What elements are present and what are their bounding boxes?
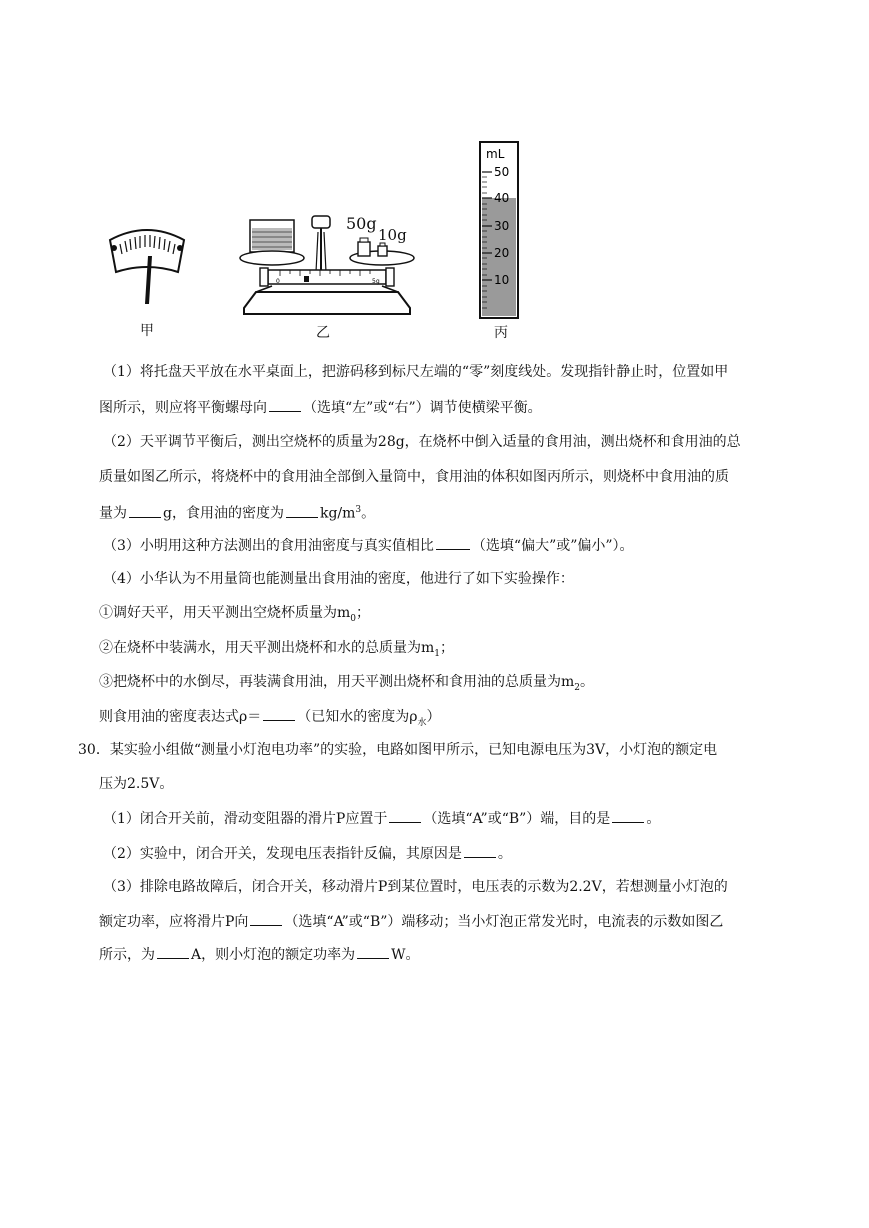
answer-blank[interactable] <box>250 911 282 926</box>
figure-bing-cylinder <box>474 138 524 322</box>
figure-jia-caption: 甲 <box>140 323 154 339</box>
q29-part3: （3）小明用这种方法测出的食用油密度与真实值相比 （选填“偏大”或”偏小”）。 <box>103 535 869 556</box>
answer-blank[interactable] <box>269 397 301 412</box>
q29-part2-line3: 量为 g，食用油的密度为 $kg/m^3$。 <box>99 500 869 524</box>
answer-blank[interactable] <box>464 843 496 858</box>
q30-part3-line2: 额定功率，应将滑片P向 （选填“A”或“B”）端移动；当小灯泡正常发光时，电流表的示数如图乙 <box>99 911 869 932</box>
q30-stem-line2: 压为2.5V。 <box>99 776 174 792</box>
q30-part3-line3: 所示，为 A，则小灯泡的额定功率为 W。 <box>99 944 869 965</box>
q29-part4: （4）小华认为不用量筒也能测量出食用油的密度，他进行了如下实验操作： <box>103 571 574 587</box>
answer-blank[interactable] <box>389 808 421 823</box>
scale-start-label: 0 <box>276 278 280 285</box>
answer-blank[interactable] <box>129 503 161 518</box>
weight-10g-label: 10g <box>378 226 407 244</box>
q30-part2: （2）实验中，闭合开关，发现电压表指针反偏，其原因是 。 <box>103 843 869 864</box>
q29-step1: ①调好天平，用天平测出空烧杯质量为$m_0$； <box>99 605 371 624</box>
tick-label: 40 <box>494 191 510 205</box>
figure-jia-dial <box>102 222 192 312</box>
answer-blank[interactable] <box>612 808 644 823</box>
tick-label: 50 <box>494 165 510 179</box>
answer-blank[interactable] <box>263 706 295 721</box>
tick-label: 30 <box>494 219 510 233</box>
answer-blank[interactable] <box>436 535 470 550</box>
q30-part3-line1: （3）排除电路故障后，闭合开关，移动滑片P到某位置时，电压表的示数为2.2V，若想测量小灯泡的 <box>103 879 728 895</box>
tick-label: 10 <box>494 273 510 287</box>
cylinder-unit-label: mL <box>486 147 505 161</box>
q29-part2-line2: 质量如图乙所示，将烧杯中的食用油全部倒入量筒中，食用油的体积如图丙所示，则烧杯中食用油的质 <box>99 469 729 485</box>
answer-blank[interactable] <box>357 944 389 959</box>
weight-50g-label: 50g <box>346 214 377 233</box>
answer-blank[interactable] <box>157 944 189 959</box>
q29-density-expression: 则食用油的密度表达式ρ＝ （已知水的密度为$\rho_水$） <box>99 706 869 733</box>
tick-label: 20 <box>494 246 510 260</box>
scale-end-label: 5g <box>372 278 380 285</box>
q30-stem-line1: 30．某实验小组做“测量小灯泡电功率”的实验，电路如图甲所示，已知电源电压为3V，小灯泡的额定电 <box>78 742 718 758</box>
q29-part1-line1: （1）将托盘天平放在水平桌面上，把游码移到标尺左端的“零”刻度线处。发现指针静止时，位置如甲 <box>103 364 729 380</box>
q30-part1: （1）闭合开关前，滑动变阻器的滑片P应置于 （选填“A”或“B”）端，目的是 。 <box>103 808 869 829</box>
q29-part1-line2: 图所示，则应将平衡螺母向 （选填“左”或“右”）调节使横梁平衡。 <box>99 397 869 418</box>
q29-step3: ③把烧杯中的水倒尽，再装满食用油，用天平测出烧杯和食用油的总质量为$m_2$。 <box>99 674 595 693</box>
q29-part2-line1: （2）天平调节平衡后，测出空烧杯的质量为28g，在烧杯中倒入适量的食用油，测出烧杯和食用油的总 <box>103 434 741 450</box>
answer-blank[interactable] <box>286 503 318 518</box>
figure-bing-caption: 丙 <box>494 325 508 341</box>
q29-step2: ②在烧杯中装满水，用天平测出烧杯和水的总质量为$m_1$； <box>99 640 455 659</box>
figure-yi-caption: 乙 <box>316 325 330 341</box>
